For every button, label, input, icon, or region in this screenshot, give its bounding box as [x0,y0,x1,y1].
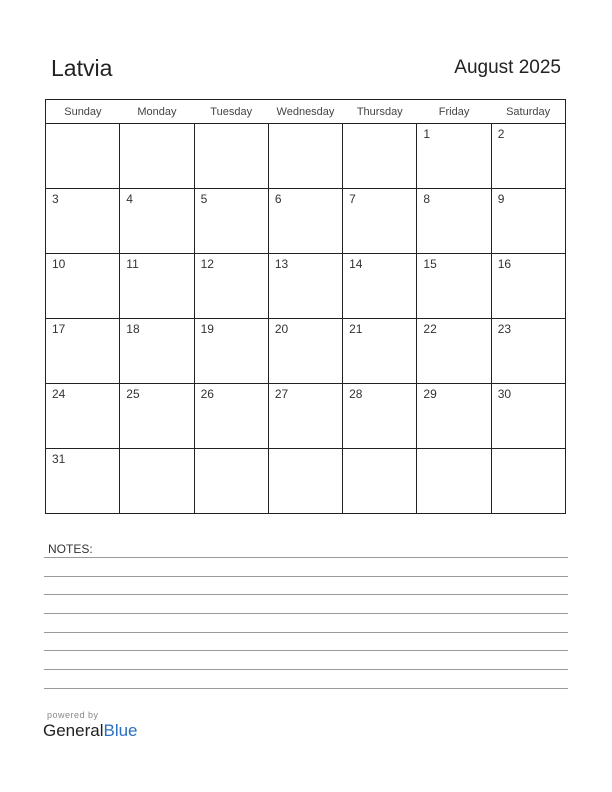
note-line [44,613,568,614]
day-number: 14 [349,257,363,271]
note-line [44,576,568,577]
day-number [195,449,268,452]
note-line [44,650,568,651]
note-line [44,557,568,558]
day-number: 31 [52,452,66,466]
day-number [343,449,416,452]
day-number: 10 [52,257,66,271]
day-number [417,449,490,452]
weekday-header: Tuesday [194,100,268,124]
calendar-week-row [46,384,566,449]
notes-label: NOTES: [48,542,93,556]
calendar-week-row [46,254,566,319]
day-number: 11 [126,257,139,271]
note-line [44,688,568,689]
day-number: 17 [52,322,66,336]
day-cell [268,384,342,449]
powered-by-text: powered by [47,710,99,720]
day-number [195,124,268,127]
brand-blue: Blue [103,721,138,740]
day-number [269,124,342,127]
day-cell [194,124,268,189]
day-number: 22 [423,322,437,336]
day-cell [46,124,120,189]
day-number: 27 [274,387,289,401]
day-cell [120,319,194,384]
weekday-header-row [46,100,566,124]
day-number: 21 [349,322,363,336]
day-cell [46,254,120,319]
day-number: 19 [200,322,214,336]
day-number: 29 [423,387,437,401]
day-cell [268,189,342,254]
calendar-week-row [46,124,566,189]
calendar-week-row [46,319,566,384]
day-cell [491,189,565,254]
day-number: 4 [126,192,133,206]
day-cell [268,124,342,189]
note-line [44,669,568,670]
day-cell [417,449,491,514]
weekday-header: Thursday [343,100,417,124]
day-cell [343,254,417,319]
weekday-header: Monday [120,100,194,124]
day-number [269,449,342,452]
month-year-title: August 2025 [454,57,561,78]
day-cell [343,189,417,254]
day-number: 23 [497,322,512,336]
day-number [120,124,193,127]
day-cell [120,189,194,254]
day-cell [46,189,120,254]
day-cell [194,189,268,254]
day-number: 15 [423,257,437,271]
day-number: 25 [126,387,140,401]
day-cell [343,124,417,189]
country-title: Latvia [51,55,113,81]
day-number: 20 [274,322,289,336]
day-number: 6 [274,192,282,206]
day-number: 8 [423,192,431,206]
day-number: 26 [200,387,214,401]
day-number: 16 [497,257,512,271]
day-cell [120,384,194,449]
day-cell [343,319,417,384]
day-cell [120,254,194,319]
weekday-header: Wednesday [268,100,342,124]
day-cell [194,449,268,514]
day-cell [343,449,417,514]
calendar-week-row [46,189,566,254]
day-number: 12 [200,257,214,271]
day-number [46,124,119,127]
day-number [343,124,416,127]
day-cell [343,384,417,449]
day-cell [120,449,194,514]
day-cell [194,319,268,384]
day-number [492,449,565,452]
day-number: 28 [349,387,363,401]
day-cell [194,254,268,319]
day-cell [46,384,120,449]
day-number: 9 [497,192,505,206]
day-cell [417,384,491,449]
note-line [44,594,568,595]
weekday-header: Friday [417,100,491,124]
day-cell [491,319,565,384]
day-number: 5 [200,192,208,206]
note-line [44,632,568,633]
day-cell [46,449,120,514]
day-cell [417,254,491,319]
day-number: 30 [497,387,512,401]
day-number: 3 [52,192,59,206]
day-number: 1 [423,127,431,141]
weekday-header: Saturday [491,100,565,124]
day-cell [491,449,565,514]
day-cell [417,189,491,254]
day-number [120,449,193,452]
calendar-grid [45,99,566,514]
day-cell [417,124,491,189]
day-number: 24 [52,387,66,401]
day-cell [268,254,342,319]
calendar-week-row [46,449,566,514]
day-cell [194,384,268,449]
day-cell [417,319,491,384]
day-cell [268,449,342,514]
brand-logo [43,721,138,741]
day-number: 7 [349,192,356,206]
day-cell [491,124,565,189]
day-cell [120,124,194,189]
day-cell [46,319,120,384]
day-cell [491,384,565,449]
day-number: 18 [126,322,140,336]
day-cell [491,254,565,319]
day-cell [268,319,342,384]
brand-general: General [43,721,104,740]
day-number: 13 [274,257,289,271]
day-number: 2 [497,127,505,141]
weekday-header: Sunday [46,100,120,124]
